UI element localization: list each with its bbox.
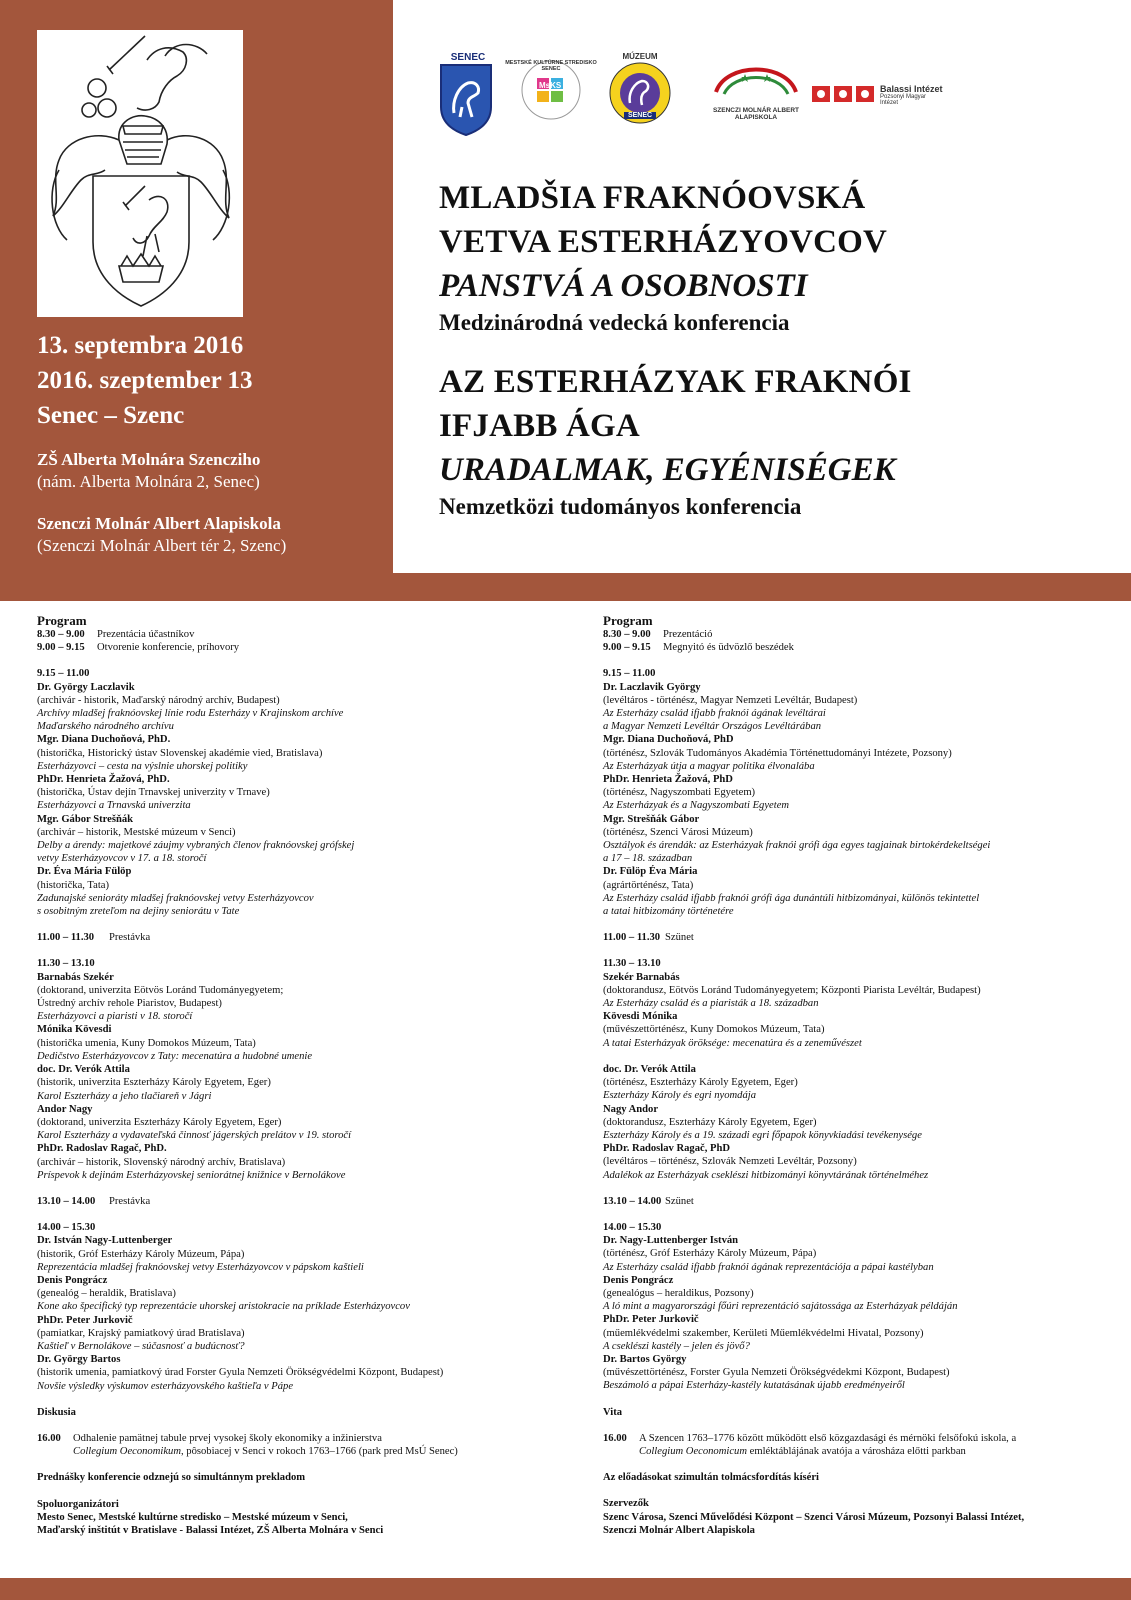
organizers-heading: Szervezők bbox=[603, 1498, 649, 1510]
event-info bbox=[37, 328, 387, 557]
school-emblem-icon bbox=[706, 52, 806, 102]
talk-title: Az Esterházy család ifjabb fraknói grófi ága dunántúli hitbizományai, különös tekintettel bbox=[603, 892, 980, 904]
speaker-affiliation: (doktorandusz, Eötvös Loránd Tudományegyetem; Központi Piarista Levéltár, Budapest) bbox=[603, 984, 981, 996]
talk-title: Az Esterházyak útja a magyar politika élvonalába bbox=[603, 760, 815, 772]
conference-titles bbox=[439, 176, 1119, 522]
talk-title: Archívy mladšej fraknóovskej línie rodu Esterházy v Krajinskom archíve bbox=[37, 708, 344, 720]
talk-title: a 17 – 18. században bbox=[603, 853, 693, 865]
balassi-mark-icon bbox=[812, 84, 878, 104]
program-heading: Program bbox=[37, 613, 87, 628]
talk-title: A ló mint a magyarországi főúri reprezentáció sajátossága az Esterházyak példáján bbox=[603, 1301, 958, 1313]
balassi-sub2: Intézet bbox=[880, 100, 899, 106]
muzeum-logo-label: MÚZEUM bbox=[622, 52, 658, 61]
speaker-name: Dr. György Bartos bbox=[37, 1354, 121, 1366]
speaker-affiliation: Ústredný archív rehole Piaristov, Budapest) bbox=[37, 998, 222, 1010]
senec-logo-label: SENEC bbox=[450, 52, 486, 63]
talk-title: Esterházyovci a piaristi v 18. storočí bbox=[37, 1011, 193, 1023]
school-logo bbox=[706, 52, 806, 121]
school-logo-line1: SZENCZI MOLNÁR ALBERT bbox=[712, 107, 800, 114]
venue-sk-name: ZŠ Alberta Molnára Szencziho bbox=[37, 450, 261, 469]
break-row: 13.10 – 14.00 Szünet bbox=[603, 1195, 694, 1207]
plaque-unveiling-detail: Collegium Oeconomikum, pôsobiacej v Senci v rokoch 1763–1766 (park pred MsÚ Senec) bbox=[73, 1446, 458, 1458]
speaker-name: Dr. Fülöp Éva Mária bbox=[603, 866, 698, 878]
speaker-affiliation: (historička, Ústav dejín Trnavskej univerzity v Trnave) bbox=[37, 787, 270, 799]
program-row: 8.30 – 9.00 Prezentáció bbox=[603, 629, 713, 640]
talk-title: a Magyar Nemzeti Levéltár Országos Levéltárában bbox=[603, 721, 822, 733]
speaker-name: Dr. Laczlavik György bbox=[603, 681, 701, 693]
talk-title: Reprezentácia mladšej fraknóovskej vetvy Esterházyovcov v pápskom kaštieli bbox=[37, 1261, 364, 1273]
venue-hu-address: (Szenczi Molnár Albert tér 2, Szenc) bbox=[37, 536, 287, 555]
speaker-affiliation: (történész, Szlovák Tudományos Akadémia Történettudományi Intézete, Pozsony) bbox=[603, 747, 952, 759]
break-row: 13.10 – 14.00 Prestávka bbox=[37, 1195, 151, 1207]
speaker-affiliation: (műemlékvédelmi szakember, Kerületi Műemlékvédelmi Hivatal, Pozsony) bbox=[603, 1327, 924, 1339]
balassi-name: Balassi Intézet bbox=[880, 84, 943, 94]
program-heading: Program bbox=[603, 613, 653, 628]
speaker-affiliation: (historik, Gróf Esterházy Károly Múzeum, Pápa) bbox=[37, 1248, 245, 1260]
talk-title: a tatai hitbizomány történetére bbox=[603, 906, 734, 918]
venue-sk-address: (nám. Alberta Molnára 2, Senec) bbox=[37, 472, 260, 491]
hu-title-line3: URADALMAK, EGYÉNISÉGEK bbox=[439, 452, 896, 488]
speaker-affiliation: (levéltáros - történész, Magyar Nemzeti Levéltár, Budapest) bbox=[603, 694, 858, 706]
venue-hu-name: Szenczi Molnár Albert Alapiskola bbox=[37, 514, 281, 533]
speaker-name: PhDr. Peter Jurkovič bbox=[37, 1314, 133, 1326]
footer-band bbox=[0, 1578, 1131, 1600]
speaker-affiliation: (doktorand, univerzita Eszterházy Károly Egyetem, Eger) bbox=[37, 1116, 282, 1128]
talk-title: Eszterházy Károly és egri nyomdája bbox=[603, 1090, 757, 1102]
talk-title: Eszterházy Károly és a 19. századi egri főpapok könyvkiadási tevékenysége bbox=[603, 1129, 922, 1141]
date-sk: 13. septembra 2016 bbox=[37, 332, 244, 359]
talk-title: Az Esterházy család ifjabb fraknói ágának levéltárai bbox=[603, 708, 826, 720]
program-row: 8.30 – 9.00 Prezentácia účastníkov bbox=[37, 629, 195, 640]
speaker-affiliation: (történész, Eszterházy Károly Egyetem, Eger) bbox=[603, 1077, 798, 1089]
hu-title-line2: IFJABB ÁGA bbox=[439, 408, 640, 444]
translation-note: Prednášky konferencie odznejú so simultánnym prekladom bbox=[37, 1472, 306, 1484]
program-row: 9.00 – 9.15 Megnyitó és üdvözlő beszédek bbox=[603, 642, 794, 654]
plaque-unveiling-detail: Collegium Oeconomicum emléktáblájának avatója a városháza előtti parkban bbox=[639, 1445, 966, 1457]
speaker-name: PhDr. Peter Jurkovič bbox=[603, 1314, 699, 1326]
speaker-affiliation: (historik, univerzita Eszterházy Károly Egyetem, Eger) bbox=[37, 1077, 271, 1089]
discussion: Vita bbox=[603, 1406, 623, 1418]
speaker-name: Barnabás Szekér bbox=[37, 971, 114, 983]
speaker-name: Andor Nagy bbox=[37, 1103, 93, 1115]
muzeum-emblem-icon bbox=[608, 61, 672, 133]
speaker-affiliation: (agrártörténész, Tata) bbox=[603, 879, 694, 891]
muzeum-logo bbox=[608, 52, 672, 138]
break-row: 11.00 – 11.30 Prestávka bbox=[37, 932, 151, 944]
speaker-affiliation: (történész, Gróf Esterházy Károly Múzeum, Pápa) bbox=[603, 1248, 817, 1260]
block-time: 14.00 – 15.30 bbox=[37, 1222, 96, 1234]
talk-title: Karol Eszterházy a jeho tlačiareň v Jágri bbox=[37, 1090, 212, 1102]
discussion: Diskusia bbox=[37, 1406, 76, 1418]
mks-ring-text: MESTSKÉ KULTÚRNE STREDISKO SENEC bbox=[505, 60, 597, 72]
speaker-affiliation: (levéltáros – történész, Szlovák Nemzeti Levéltár, Pozsony) bbox=[603, 1156, 857, 1168]
speaker-affiliation: (pamiatkar, Krajský pamiatkový úrad Bratislava) bbox=[37, 1327, 245, 1339]
speaker-name: PhDr. Radoslav Ragač, PhD. bbox=[37, 1143, 167, 1155]
speaker-name: Mónika Kövesdi bbox=[37, 1024, 112, 1036]
speaker-affiliation: (genealógus – heraldikus, Pozsony) bbox=[603, 1287, 754, 1299]
hu-title-line1: AZ ESTERHÁZYAK FRAKNÓI bbox=[439, 364, 912, 400]
speaker-name: Dr. István Nagy-Luttenberger bbox=[37, 1235, 173, 1247]
talk-title: A cseklészi kastély – jelen és jövő? bbox=[603, 1340, 750, 1352]
organizers-heading: Spoluorganizátori bbox=[37, 1498, 119, 1510]
logo-strip bbox=[438, 52, 998, 144]
speaker-affiliation: (művészettörténész, Forster Gyula Nemzeti Örökségvédekmi Központ, Budapest) bbox=[603, 1367, 950, 1379]
speaker-name: PhDr. Radoslav Ragač, PhD bbox=[603, 1143, 731, 1155]
block-time: 9.15 – 11.00 bbox=[603, 668, 656, 680]
speaker-affiliation: (művészettörténész, Kuny Domokos Múzeum, Tata) bbox=[603, 1024, 825, 1036]
talk-title: Novšie výsledky výskumov esterházyovského kaštieľa v Pápe bbox=[37, 1380, 294, 1392]
speaker-affiliation: (genealóg – heraldik, Bratislava) bbox=[37, 1288, 176, 1300]
senec-shield-icon bbox=[438, 63, 494, 137]
talk-title: Karol Eszterházy a vydavateľská činnosť jágerských prelátov v 19. storočí bbox=[37, 1130, 352, 1142]
plaque-unveiling: 16.00 A Szencen 1763–1776 között működött első közgazdasági és mérnöki felsőfokú iskola, a bbox=[603, 1432, 1017, 1444]
speaker-affiliation: (archivár - historik, Maďarský národný archív, Budapest) bbox=[37, 694, 280, 706]
hu-subtitle: Nemzetközi tudományos konferencia bbox=[439, 494, 802, 519]
program-row: 9.00 – 9.15 Otvorenie konferencie, príhovory bbox=[37, 642, 240, 654]
speaker-affiliation: (historička umenia, Kuny Domokos Múzeum, Tata) bbox=[37, 1037, 256, 1049]
coat-of-arms-image bbox=[37, 30, 243, 317]
speaker-affiliation: (historička, Tata) bbox=[37, 879, 110, 891]
speaker-name: Denis Pongrácz bbox=[603, 1274, 674, 1286]
talk-title: vetvy Esterházyovcov v 17. a 18. storočí bbox=[37, 853, 207, 865]
program-hungarian bbox=[603, 614, 1103, 1537]
block-time: 14.00 – 15.30 bbox=[603, 1221, 662, 1233]
block-time: 9.15 – 11.00 bbox=[37, 668, 90, 680]
talk-title: Az Esterházy család és a piaristák a 18. században bbox=[603, 998, 819, 1010]
city: Senec – Szenc bbox=[37, 402, 185, 429]
speaker-name: Mgr. Diana Duchoňová, PhD bbox=[603, 734, 734, 746]
organizers-line: Szenczi Molnár Albert Alapiskola bbox=[603, 1524, 755, 1536]
speaker-affiliation: (historička, Historický ústav Slovenskej akadémie vied, Bratislava) bbox=[37, 747, 323, 759]
speaker-affiliation: (doktorandusz, Eszterházy Károly Egyetem, Eger) bbox=[603, 1116, 817, 1128]
date-hu: 2016. szeptember 13 bbox=[37, 367, 253, 394]
speaker-name: Nagy Andor bbox=[603, 1103, 659, 1115]
speaker-name: PhDr. Henrieta Žažová, PhD. bbox=[37, 774, 170, 786]
talk-title: Kone ako špecifický typ reprezentácie uhorskej aristokracie na príklade Esterházyovcov bbox=[37, 1301, 410, 1313]
coat-of-arms-icon bbox=[37, 30, 243, 317]
translation-note: Az előadásokat szimultán tolmácsfordítás kíséri bbox=[603, 1472, 819, 1484]
talk-title: A tatai Esterházyak öröksége: mecenatúra és a zeneművészet bbox=[603, 1037, 862, 1049]
talk-title: Kaštieľ v Bernolákove – súčasnosť a budúcnosť? bbox=[37, 1340, 245, 1352]
sk-title-line1: MLADŠIA FRAKNÓOVSKÁ bbox=[439, 180, 866, 216]
speaker-affiliation: (történész, Szenci Városi Múzeum) bbox=[603, 826, 753, 838]
talk-title: Az Esterházy család ifjabb fraknói ágának reprezentációja a pápai kastélyban bbox=[603, 1261, 934, 1273]
speaker-name: Mgr. Strešňák Gábor bbox=[603, 813, 700, 825]
senec-logo bbox=[438, 52, 498, 142]
talk-title: Príspevok k dejinám Esterházyovskej seniorátnej knižnice v Bernolákove bbox=[37, 1169, 346, 1181]
organizers-line: Maďarský inštitút v Bratislave - Balassi Intézet, ZŠ Alberta Molnára v Senci bbox=[37, 1524, 384, 1536]
speaker-name: Kövesdi Mónika bbox=[603, 1011, 678, 1023]
sk-title-line3: PANSTVÁ A OSOBNOSTI bbox=[439, 268, 808, 304]
speaker-name: doc. Dr. Verók Attila bbox=[603, 1063, 696, 1075]
speaker-name: Mgr. Gábor Strešňák bbox=[37, 813, 134, 825]
speaker-affiliation: (historik umenia, pamiatkový úrad Forster Gyula Nemzeti Örökségvédelmi Központ, Budapest) bbox=[37, 1367, 444, 1379]
speaker-name: Szekér Barnabás bbox=[603, 971, 680, 983]
mks-mark: MsKS bbox=[539, 81, 562, 90]
speaker-affiliation: (doktorand, univerzita Eötvös Loránd Tudományegyetem; bbox=[37, 984, 284, 996]
talk-title: Esterházyovci – cesta na výslnie uhorskej politiky bbox=[37, 760, 248, 772]
speaker-name: Dr. György Laczlavik bbox=[37, 681, 135, 693]
plaque-unveiling: 16.00 Odhalenie pamätnej tabule prvej vysokej školy ekonomiky a inžinierstva bbox=[37, 1432, 382, 1444]
talk-title: Maďarského národného archívu bbox=[37, 721, 174, 733]
speaker-name: PhDr. Henrieta Žažová, PhD bbox=[603, 774, 733, 786]
speaker-name: Denis Pongrácz bbox=[37, 1274, 108, 1286]
muzeum-badge: SENEC bbox=[624, 112, 656, 119]
talk-title: Az Esterházyak és a Nagyszombati Egyetem bbox=[603, 800, 790, 812]
program-slovak bbox=[37, 614, 557, 1537]
speaker-affiliation: (archivár – historik, Slovenský národný archív, Bratislava) bbox=[37, 1156, 286, 1168]
speaker-name: Dr. Bartos György bbox=[603, 1353, 687, 1365]
talk-title: Dedičstvo Esterházyovcov z Taty: mecenatúra a hudobné umenie bbox=[37, 1050, 313, 1062]
speaker-name: Dr. Nagy-Luttenberger István bbox=[603, 1235, 739, 1247]
speaker-affiliation: (történész, Nagyszombati Egyetem) bbox=[603, 787, 756, 799]
speaker-name: Dr. Éva Mária Fülöp bbox=[37, 866, 132, 878]
talk-title: Osztályok és árendák: az Esterházyak fraknói grófi ága egyes tagjainak birtokérdekeltségei bbox=[603, 840, 991, 852]
talk-title: Delby a árendy: majetkové záujmy vybraných členov fraknóovskej grófskej bbox=[37, 840, 355, 852]
block-time: 11.30 – 13.10 bbox=[37, 958, 95, 970]
block-time: 11.30 – 13.10 bbox=[603, 958, 661, 970]
school-logo-line2: ALAPISKOLA bbox=[734, 114, 778, 121]
talk-title: s osobitným zreteľom na dejiny seniorátu v Tate bbox=[37, 906, 240, 918]
sk-subtitle: Medzinárodná vedecká konferencia bbox=[439, 310, 790, 335]
talk-title: Beszámoló a pápai Esterházy-kastély kutatásának újabb eredményeiről bbox=[603, 1380, 905, 1392]
organizers-line: Szenc Városa, Szenci Művelődési Központ – Szenci Városi Múzeum, Pozsonyi Balassi Intézet, bbox=[603, 1511, 1025, 1523]
organizers-line: Mesto Senec, Mestské kultúrne stredisko – Mestské múzeum v Senci, bbox=[37, 1511, 348, 1523]
speaker-affiliation: (archivár – historik, Mestské múzeum v Senci) bbox=[37, 826, 236, 838]
balassi-sub1: Pozsonyi Magyar bbox=[880, 94, 927, 100]
speaker-name: doc. Dr. Verók Attila bbox=[37, 1064, 130, 1076]
sk-title-line2: VETVA ESTERHÁZYOVCOV bbox=[439, 224, 888, 260]
talk-title: Adalékok az Esterházyak cseklészi hitbizományi könyvtárának történelméhez bbox=[603, 1169, 929, 1181]
mks-logo bbox=[505, 52, 597, 139]
talk-title: Zadunajské senioráty mladšej fraknóovskej vetvy Esterházyovcov bbox=[37, 892, 314, 904]
talk-title: Esterházyovci a Trnavská univerzita bbox=[37, 800, 191, 812]
break-row: 11.00 – 11.30 Szünet bbox=[603, 932, 694, 944]
speaker-name: Mgr. Diana Duchoňová, PhD. bbox=[37, 734, 171, 746]
